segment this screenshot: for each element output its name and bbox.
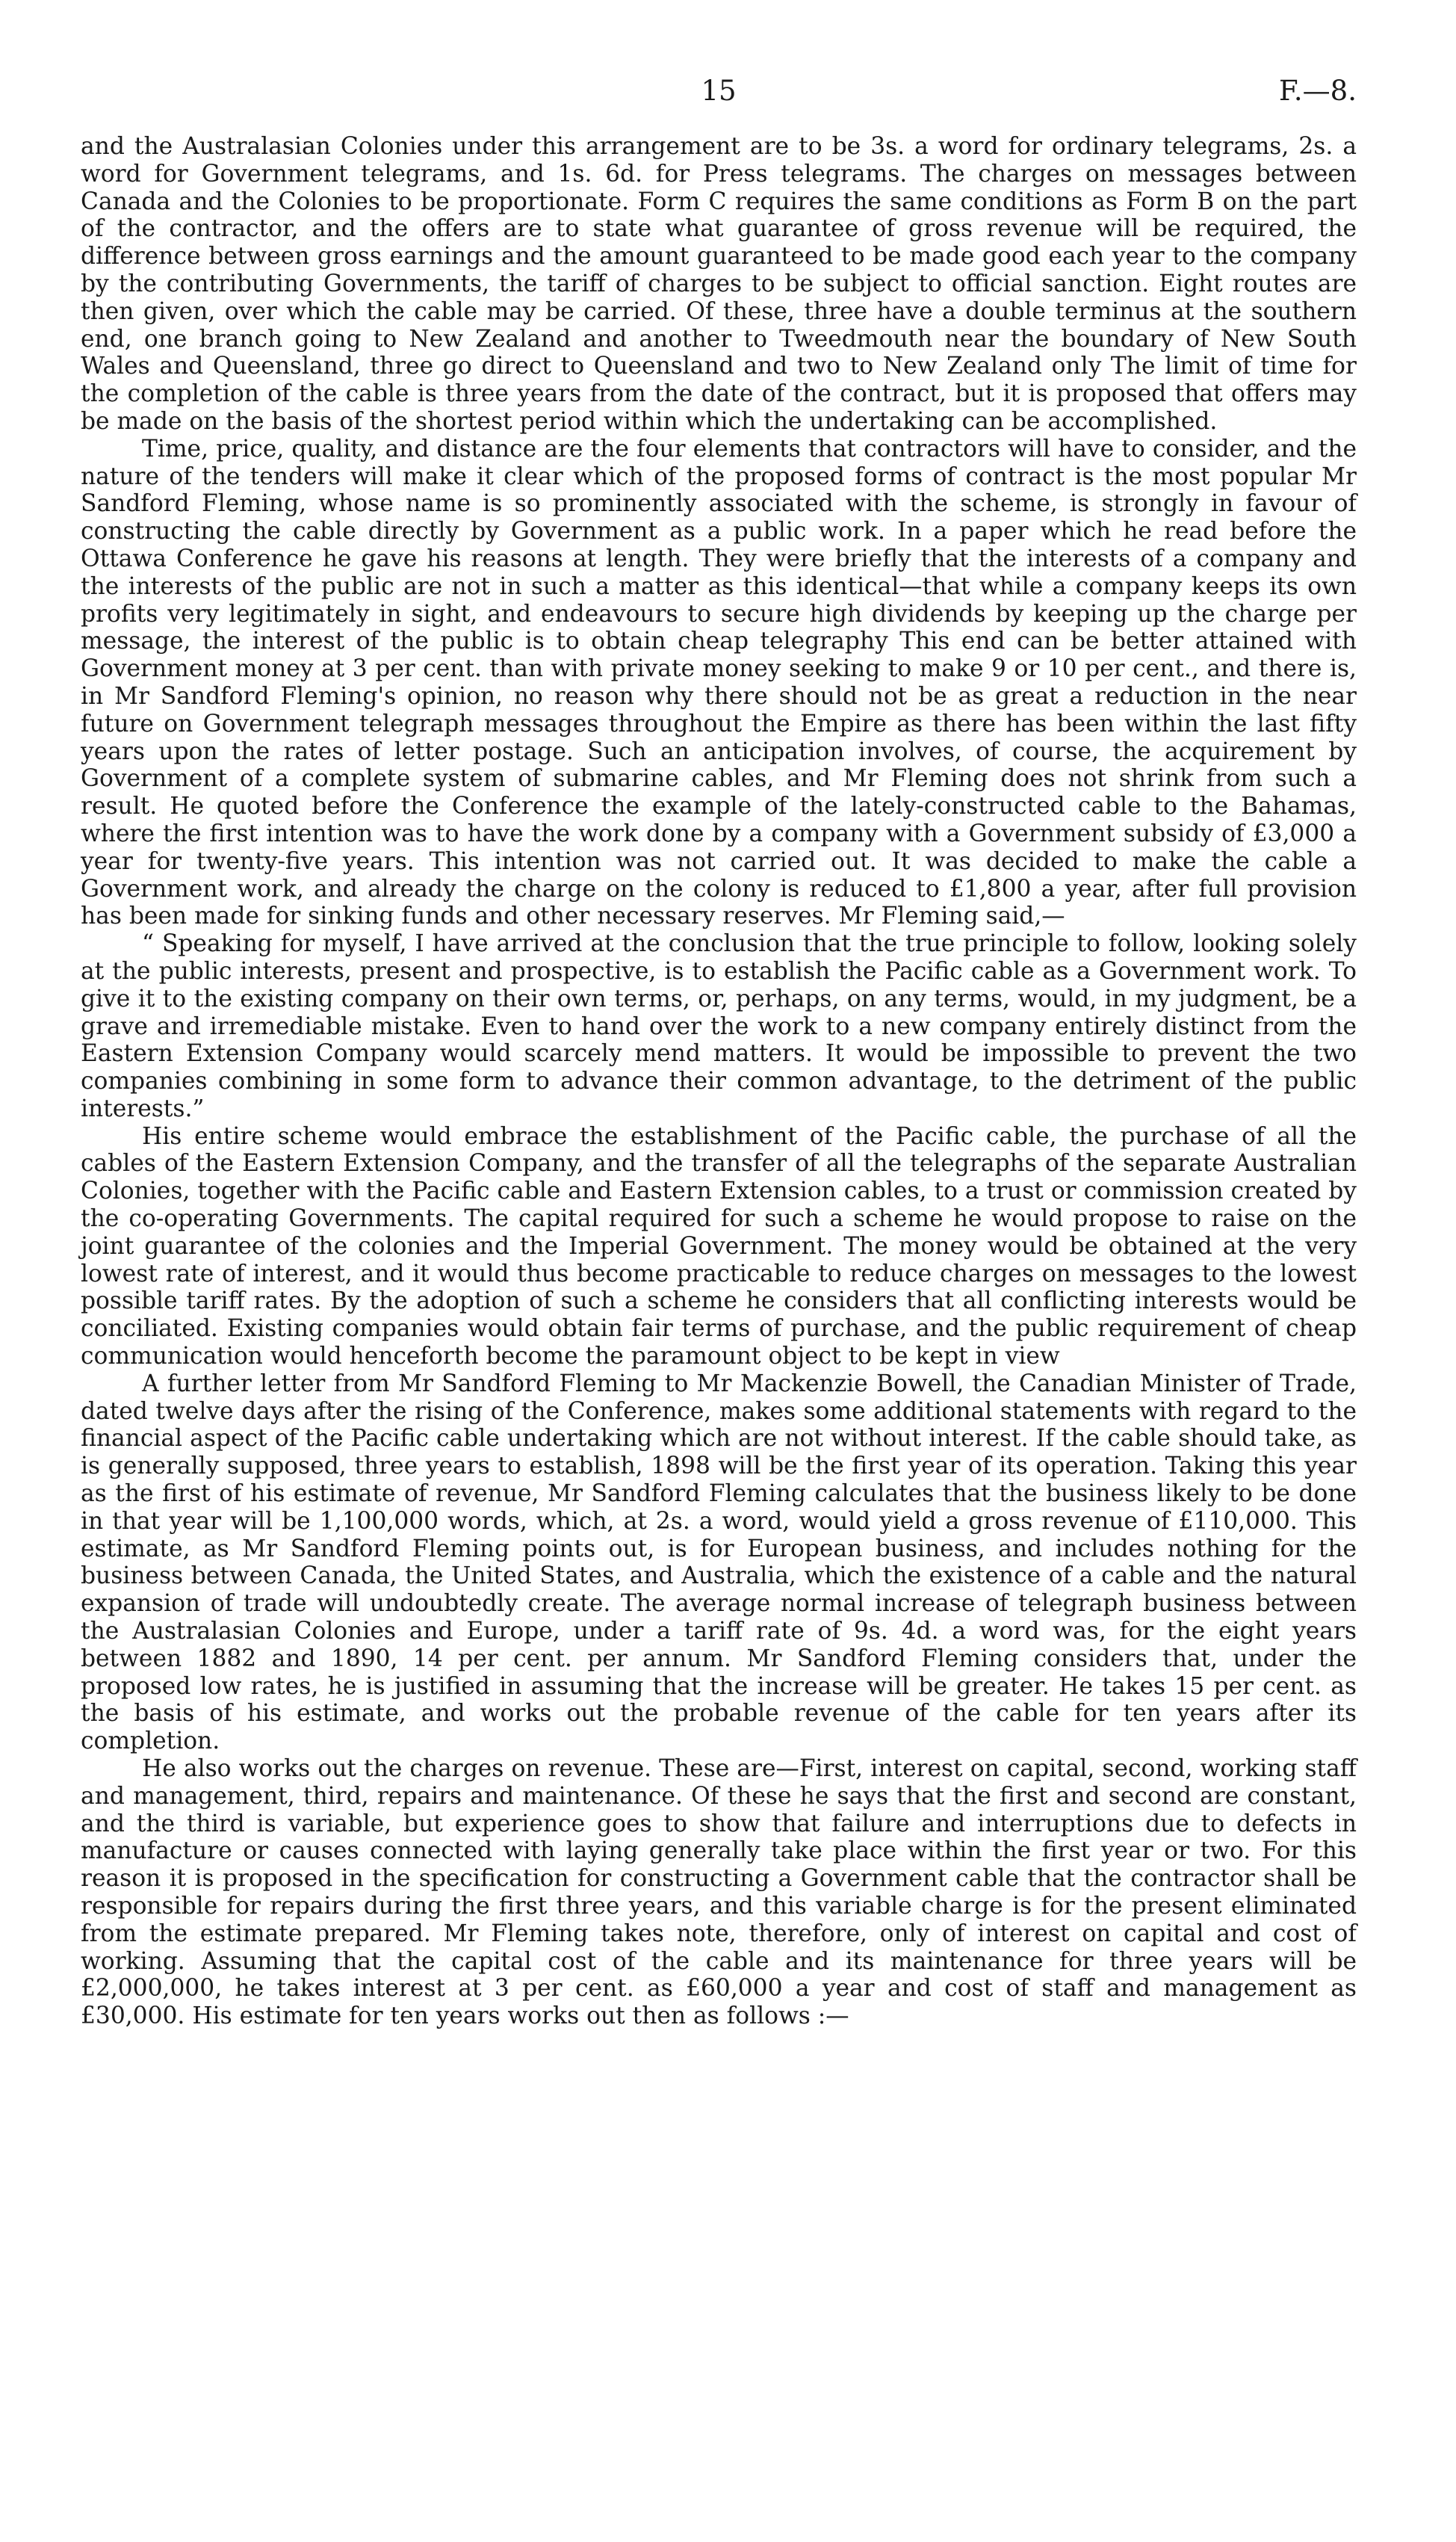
paragraph-fleming-quote: “ Speaking for myself, I have arrived at the conclusion that the true principle to follow, looking solely at the public interests, present and prospective, is to establish the Pacific cable as a Government work. To give it to the existing company on their own terms, or, perhaps, on any terms, would, in my judgment, be a grave and irremediable mistake. Even to hand over the work to a new company entirely distinct from the Eastern Extension Company would scarcely mend matters. It would be impossible to prevent the two companies combining in some form to advance their common advantage, to the detriment of the public interests.” (81, 930, 1357, 1122)
paragraph-continued: and the Australasian Colonies under this arrangement are to be 3s. a word for ordinary telegrams, 2s. a word for Government telegrams, and 1s. 6d. for Press telegrams. The charges on messages between Canada and the Colonies to be proportionate. Form C requires the same conditions as Form B on the part of the contractor, and the offers are to state what guarantee of gross revenue will be required, the difference between gross earnings and the amount guaranteed to be made good each year to the company by the contributing Governments, the tariff of charges to be subject to official sanction. Eight routes are then given, over which the cable may be carried. Of these, three have a double terminus at the southern end, one branch going to New Zealand and another to Tweedmouth near the boundary of New South Wales and Queensland, three go direct to Queensland and two to New Zealand only The limit of time for the completion of the cable is three years from the date of the contract, but it is proposed that offers may be made on the basis of the shortest period within which the undertaking can be accomplished. (81, 133, 1357, 435)
body-text (81, 133, 1357, 2030)
document-reference: F.—8. (1279, 75, 1357, 107)
page-number: 15 (701, 75, 737, 107)
paragraph-charges-on-revenue: He also works out the charges on revenue. These are—First, interest on capital, second, working staff and management, third, repairs and maintenance. Of these he says that the first and second are constant, and the third is variable, but experience goes to show that failure and interruptions due to defects in manufacture or causes connected with laying generally take place within the first year or two. For this reason it is proposed in the specification for constructing a Government cable that the contractor shall be responsible for repairs during the first three years, and this variable charge is for the present eliminated from the estimate prepared. Mr Fleming takes note, therefore, only of interest on capital and cost of working. Assuming that the capital cost of the cable and its maintenance for three years will be £2,000,000, he takes interest at 3 per cent. as £60,000 a year and cost of staff and management as £30,000. His estimate for ten years works out then as follows :— (81, 1755, 1357, 2030)
paragraph-further-letter: A further letter from Mr Sandford Fleming to Mr Mackenzie Bowell, the Canadian Minister of Trade, dated twelve days after the rising of the Conference, makes some additional statements with regard to the financial aspect of the Pacific cable undertaking which are not without interest. If the cable should take, as is generally supposed, three years to establish, 1898 will be the first year of its operation. Taking this year as the first of his estimate of revenue, Mr Sandford Fleming calculates that the business likely to be done in that year will be 1,100,000 words, which, at 2s. a word, would yield a gross revenue of £110,000. This estimate, as Mr Sandford Fleming points out, is for European business, and includes nothing for the business between Canada, the United States, and Australia, which the existence of a cable and the natural expansion of trade will undoubtedly create. The average normal increase of telegraph business between the Australasian Colonies and Europe, under a tariff rate of 9s. 4d. a word was, for the eight years between 1882 and 1890, 14 per cent. per annum. Mr Sandford Fleming considers that, under the proposed low rates, he is justified in assuming that the increase will be greater. He takes 15 per cent. as the basis of his estimate, and works out the probable revenue of the cable for ten years after its completion. (81, 1370, 1357, 1755)
paragraph-entire-scheme: His entire scheme would embrace the establishment of the Pacific cable, the purchase of all the cables of the Eastern Extension Company, and the transfer of all the telegraphs of the separate Australian Colonies, together with the Pacific cable and Eastern Extension cables, to a trust or commission created by the co-operating Governments. The capital required for such a scheme he would propose to raise on the joint guarantee of the colonies and the Imperial Government. The money would be obtained at the very lowest rate of interest, and it would thus become practicable to reduce charges on messages to the lowest possible tariff rates. By the adoption of such a scheme he considers that all conflicting interests would be conciliated. Existing companies would obtain fair terms of purchase, and the public requirement of cheap communication would henceforth become the paramount object to be kept in view (81, 1122, 1357, 1370)
page-header (81, 69, 1357, 114)
paragraph-fleming-views: Time, price, quality, and distance are the four elements that contractors will have to consider, and the nature of the tenders will make it clear which of the proposed forms of contract is the most popular Mr Sandford Fleming, whose name is so prominently associated with the scheme, is strongly in favour of constructing the cable directly by Government as a public work. In a paper which he read before the Ottawa Conference he gave his reasons at length. They were briefly that the interests of a company and the interests of the public are not in such a matter as this identical—that while a company keeps its own profits very legitimately in sight, and endeavours to secure high dividends by keeping up the charge per message, the interest of the public is to obtain cheap telegraphy This end can be better attained with Government money at 3 per cent. than with private money seeking to make 9 or 10 per cent., and there is, in Mr Sandford Fleming's opinion, no reason why there should not be as great a reduction in the near future on Government telegraph messages throughout the Empire as there has been within the last fifty years upon the rates of letter postage. Such an anticipation involves, of course, the acquirement by Government of a complete system of submarine cables, and Mr Fleming does not shrink from such a result. He quoted before the Conference the example of the lately-constructed cable to the Bahamas, where the first intention was to have the work done by a company with a Government subsidy of £3,000 a year for twenty-five years. This intention was not carried out. It was decided to make the cable a Government work, and already the charge on the colony is reduced to £1,800 a year, after full provision has been made for sinking funds and other necessary reserves. Mr Fleming said,— (81, 435, 1357, 930)
document-page (81, 69, 1357, 2030)
